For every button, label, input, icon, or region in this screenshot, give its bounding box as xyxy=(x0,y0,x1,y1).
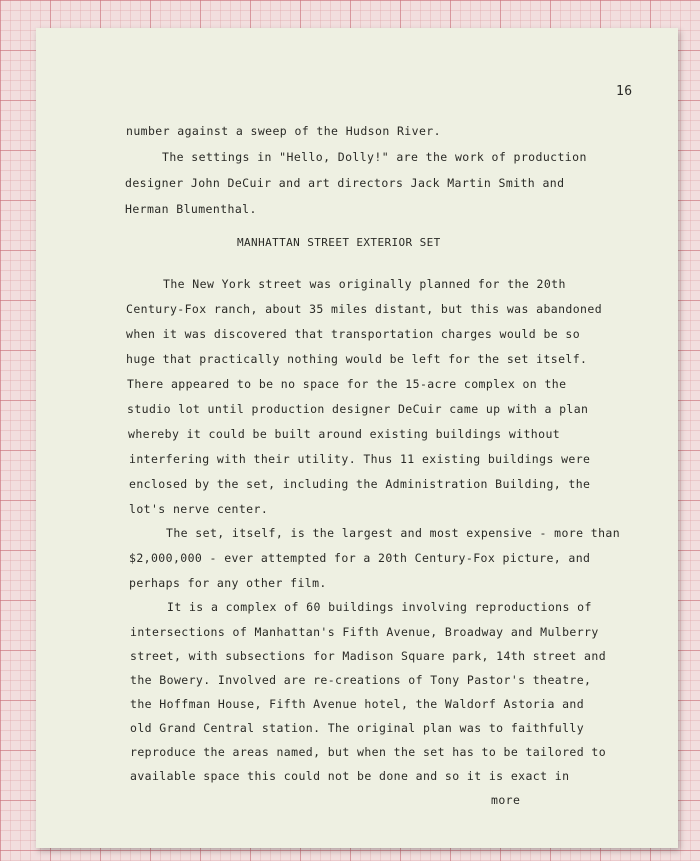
text-line: the Bowery. Involved are re-creations of Tony Pastor's theatre, xyxy=(130,673,592,687)
text-line: studio lot until production designer DeCuir came up with a plan xyxy=(127,402,589,416)
text-line: The set, itself, is the largest and most expensive - more than xyxy=(166,526,621,540)
text-line: Century-Fox ranch, about 35 miles distant, but this was abandoned xyxy=(126,302,603,316)
text-line: perhaps for any other film. xyxy=(129,576,327,590)
text-line: whereby it could be built around existing buildings without xyxy=(128,427,561,441)
text-line: interfering with their utility. Thus 11 existing buildings were xyxy=(129,452,591,466)
text-line: intersections of Manhattan's Fifth Avenue, Broadway and Mulberry xyxy=(130,625,599,639)
text-line: reproduce the areas named, but when the set has to be tailored to xyxy=(130,745,607,759)
text-line: designer John DeCuir and art directors Jack Martin Smith and xyxy=(125,176,565,190)
text-line: old Grand Central station. The original plan was to faithfully xyxy=(130,721,585,735)
text-line: available space this could not be done and so it is exact in xyxy=(130,769,570,783)
text-line: The settings in "Hello, Dolly!" are the work of production xyxy=(162,150,587,164)
page-number: 16 xyxy=(616,84,633,99)
text-line: huge that practically nothing would be left for the set itself. xyxy=(126,352,588,366)
text-line: number against a sweep of the Hudson River. xyxy=(126,124,441,138)
text-line: $2,000,000 - ever attempted for a 20th Century-Fox picture, and xyxy=(129,551,591,565)
text-line: The New York street was originally planned for the 20th xyxy=(163,277,566,291)
text-line: There appeared to be no space for the 15-acre complex on the xyxy=(127,377,567,391)
text-line: the Hoffman House, Fifth Avenue hotel, the Waldorf Astoria and xyxy=(130,697,585,711)
text-line: It is a complex of 60 buildings involving reproductions of xyxy=(167,600,592,614)
continuation-marker: more xyxy=(491,793,521,807)
text-line: enclosed by the set, including the Administration Building, the xyxy=(129,477,591,491)
text-line: when it was discovered that transportation charges would be so xyxy=(126,327,581,341)
typewritten-page xyxy=(36,28,678,848)
section-heading: MANHATTAN STREET EXTERIOR SET xyxy=(237,236,441,249)
text-line: lot's nerve center. xyxy=(129,502,269,516)
text-line: Herman Blumenthal. xyxy=(125,202,257,216)
text-line: street, with subsections for Madison Square park, 14th street and xyxy=(130,649,607,663)
